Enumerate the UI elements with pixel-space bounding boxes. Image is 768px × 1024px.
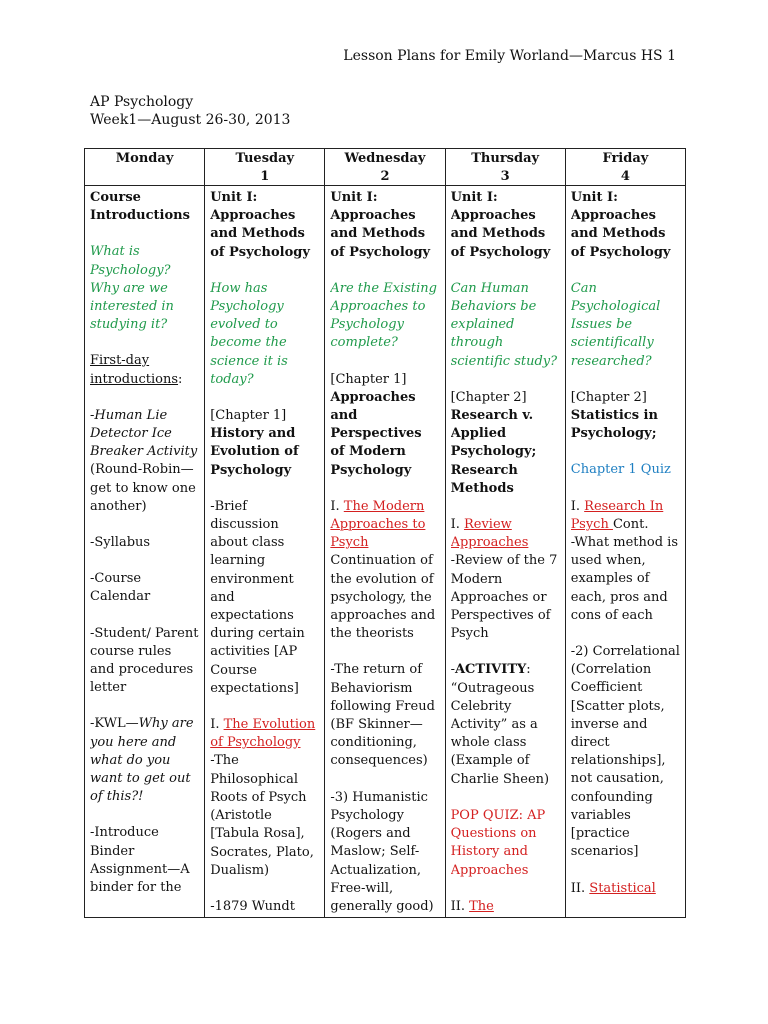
wednesday-humanistic: -3) Humanistic Psychology (Rogers and Maslow; Self-Actualization, Free-will, generally good)	[330, 789, 434, 914]
chapter-quiz: Chapter 1 Quiz	[570, 462, 671, 478]
wednesday-section: I. The Modern Approaches to Psych	[330, 498, 426, 551]
friday-section-2: II. Statistical	[570, 880, 656, 896]
first-day-heading: First-day introductions:	[90, 353, 183, 387]
research-link[interactable]: Research In Psych	[570, 498, 664, 532]
wednesday-chapter: [Chapter 1] Approaches and Perspectives of Modern Psychology	[330, 371, 422, 478]
monday-title: Course Introductions	[90, 190, 190, 224]
day-header-monday: Monday	[85, 149, 205, 186]
tuesday-wundt: -1879 Wundt	[210, 898, 295, 914]
thursday-unit: Unit I: Approaches and Methods of Psychology	[450, 190, 551, 260]
wednesday-continuation: Continuation of the evolution of psychology, the approaches and the theorists	[330, 553, 436, 642]
thursday-chapter: [Chapter 2] Research v. Applied Psychology; Research Methods	[450, 389, 537, 496]
tuesday-unit: Unit I: Approaches and Methods of Psychology	[210, 190, 310, 260]
plan-row	[85, 186, 686, 918]
lie-detector-activity: -Human Lie Detector Ice Breaker Activity (Round-Robin—get to know one another)	[90, 407, 198, 514]
tuesday-question: How has Psychology evolved to become the science it is today?	[210, 280, 288, 387]
course-info	[90, 93, 290, 129]
thursday-question: Can Human Behaviors be explained through scientific study?	[450, 280, 558, 369]
wednesday-behaviorism: -The return of Behaviorism following Freud (BF Skinner—conditioning, consequences)	[330, 662, 435, 769]
day-header-tuesday: Tuesday 1	[205, 149, 325, 186]
statistical-link[interactable]: Statistical	[589, 880, 656, 896]
tuesday-discussion: -Brief discussion about class learning environment and expectations during certain activities [AP Course expectations]	[210, 498, 305, 696]
day-header-row	[85, 149, 686, 186]
day-header-wednesday: Wednesday 2	[325, 149, 445, 186]
day-header-thursday: Thursday 3	[445, 149, 565, 186]
syllabus-item: -Syllabus	[90, 535, 151, 551]
modern-approaches-link[interactable]: The Modern Approaches to Psych	[330, 498, 426, 551]
tuesday-section: I. The Evolution of Psychology	[210, 717, 316, 751]
tuesday-roots: -The Philosophical Roots of Psych (Aristotle [Tabula Rosa], Socrates, Plato, Dualism)	[210, 753, 314, 878]
lesson-plan-table	[84, 148, 686, 918]
course-title: AP Psychology	[90, 94, 194, 110]
tuesday-cell	[205, 186, 325, 918]
thursday-cell	[445, 186, 565, 918]
friday-chapter: [Chapter 2] Statistics in Psychology;	[570, 389, 658, 442]
thursday-activity: -ACTIVITY: “Outrageous Celebrity Activity” as a whole class (Example of Charlie Sheen)	[450, 662, 550, 787]
document-header: Lesson Plans for Emily Worland—Marcus HS 1	[343, 48, 676, 64]
wednesday-unit: Unit I: Approaches and Methods of Psychology	[330, 190, 431, 260]
review-approaches-link[interactable]: Review Approaches	[450, 517, 529, 551]
friday-question: Can Psychological Issues be scientifically researched?	[570, 280, 661, 369]
kwl-item: -KWL—Why are you here and what do you want to get out of this?!	[90, 716, 194, 805]
friday-unit: Unit I: Approaches and Methods of Psychology	[570, 190, 671, 260]
friday-section: I. Research In Psych Cont.	[570, 498, 664, 532]
thursday-section: I. Review Approaches	[450, 517, 529, 551]
evolution-link[interactable]: The Evolution of Psychology	[210, 717, 316, 751]
day-header-friday: Friday 4	[565, 149, 685, 186]
friday-cell	[565, 186, 685, 918]
binder-item: -Introduce Binder Assignment—A binder for the	[90, 825, 190, 896]
monday-cell	[85, 186, 205, 918]
week-label: Week1—August 26-30, 2013	[90, 112, 291, 128]
friday-method: -What method is used when, examples of each, pros and cons of each	[570, 535, 678, 623]
letter-item: -Student/ Parent course rules and procedures letter	[90, 625, 199, 696]
wednesday-question: Are the Existing Approaches to Psychology complete?	[330, 280, 437, 351]
friday-correlational: -2) Correlational (Correlation Coefficient [Scatter plots, inverse and direct relationships], not causation, confounding variables [practice scenarios]	[570, 644, 680, 860]
tuesday-chapter: [Chapter 1] History and Evolution of Psychology	[210, 408, 299, 478]
thursday-review: -Review of the 7 Modern Approaches or Perspectives of Psych	[450, 553, 558, 642]
thursday-section-2: II. The	[450, 898, 494, 914]
calendar-item: -Course Calendar	[90, 571, 151, 605]
the-link[interactable]: The	[469, 898, 494, 914]
monday-question: What is Psychology? Why are we interested in studying it?	[90, 244, 174, 333]
pop-quiz: POP QUIZ: AP Questions on History and Approaches	[450, 807, 546, 878]
wednesday-cell	[325, 186, 445, 918]
